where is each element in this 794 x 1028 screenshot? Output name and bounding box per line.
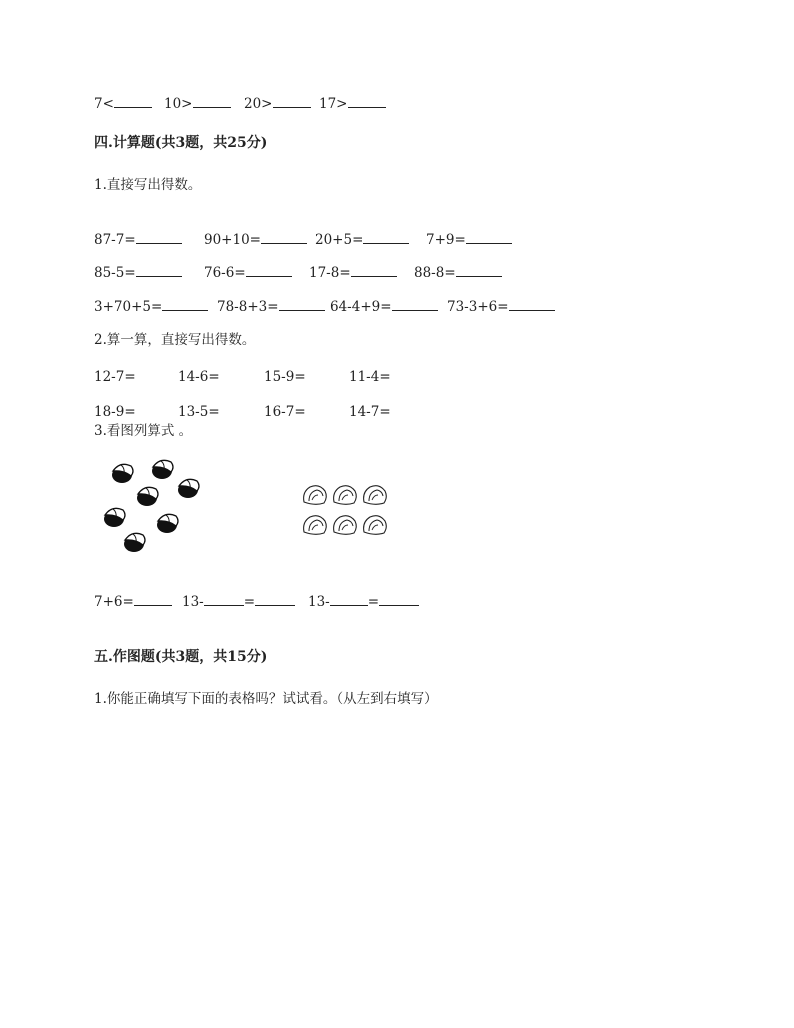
compare-label: 20> (244, 96, 273, 112)
equation: 90+10= (204, 230, 307, 249)
compare-item-3 (244, 94, 311, 113)
outline-item (334, 516, 357, 535)
equation: 14-7= (349, 404, 391, 420)
answer-blank[interactable] (261, 230, 307, 244)
outline-item (304, 516, 327, 535)
equation: 18-9= (94, 404, 136, 420)
equation: 11-4= (349, 369, 391, 385)
equation: 13- = (182, 592, 295, 611)
compare-label: 17> (319, 96, 348, 112)
answer-blank[interactable] (456, 263, 502, 277)
answer-blank[interactable] (330, 592, 368, 606)
answer-blank[interactable] (348, 94, 386, 108)
black-item (178, 479, 199, 498)
compare-item-2 (164, 94, 231, 113)
black-item (124, 533, 145, 552)
equation: 85-5= (94, 263, 182, 282)
equation: 17-8= (309, 263, 397, 282)
equation: 13- = (308, 592, 419, 611)
compare-item-1 (94, 94, 152, 113)
black-item (152, 460, 173, 479)
q3-prompt: 3.看图列算式 。 (94, 423, 193, 439)
equation: 87-7= (94, 230, 182, 249)
black-items-figure (100, 455, 210, 560)
answer-blank[interactable] (363, 230, 409, 244)
equation: 64-4+9= (330, 297, 438, 316)
equation: 7+6= (94, 592, 172, 611)
equation: 13-5= (178, 404, 220, 420)
s5-q1-prompt: 1.你能正确填写下面的表格吗？试试看。（从左到右填写） (94, 691, 438, 707)
outline-items-figure (298, 480, 394, 542)
equation: 15-9= (264, 369, 306, 385)
q2-prompt: 2.算一算，直接写出得数。 (94, 332, 256, 348)
black-item (112, 464, 133, 483)
answer-blank[interactable] (392, 297, 438, 311)
answer-blank[interactable] (246, 263, 292, 277)
equation: 7+9= (426, 230, 512, 249)
equation: 3+70+5= (94, 297, 208, 316)
answer-blank[interactable] (351, 263, 397, 277)
answer-blank[interactable] (136, 230, 182, 244)
equation: 16-7= (264, 404, 306, 420)
equation: 88-8= (414, 263, 502, 282)
outline-item (364, 486, 387, 505)
black-item (104, 508, 125, 527)
outline-item (364, 516, 387, 535)
equation: 78-8+3= (217, 297, 325, 316)
q1-prompt: 1.直接写出得数。 (94, 177, 202, 193)
equation: 76-6= (204, 263, 292, 282)
section-5-title: 五.作图题(共3题，共15分) (94, 649, 268, 665)
answer-blank[interactable] (114, 94, 152, 108)
answer-blank[interactable] (279, 297, 325, 311)
section-4-title: 四.计算题(共3题，共25分) (94, 135, 268, 151)
outline-item (334, 486, 357, 505)
answer-blank[interactable] (193, 94, 231, 108)
equation: 12-7= (94, 369, 136, 385)
answer-blank[interactable] (509, 297, 555, 311)
outline-item (304, 486, 327, 505)
black-item (157, 514, 178, 533)
answer-blank[interactable] (136, 263, 182, 277)
compare-label: 7< (94, 96, 114, 112)
answer-blank[interactable] (273, 94, 311, 108)
answer-blank[interactable] (466, 230, 512, 244)
answer-blank[interactable] (204, 592, 244, 606)
answer-blank[interactable] (255, 592, 295, 606)
compare-item-4 (319, 94, 386, 113)
answer-blank[interactable] (162, 297, 208, 311)
answer-blank[interactable] (134, 592, 172, 606)
answer-blank[interactable] (379, 592, 419, 606)
equation: 14-6= (178, 369, 220, 385)
compare-label: 10> (164, 96, 193, 112)
equation: 73-3+6= (447, 297, 555, 316)
black-item (137, 487, 158, 506)
equation: 20+5= (315, 230, 409, 249)
